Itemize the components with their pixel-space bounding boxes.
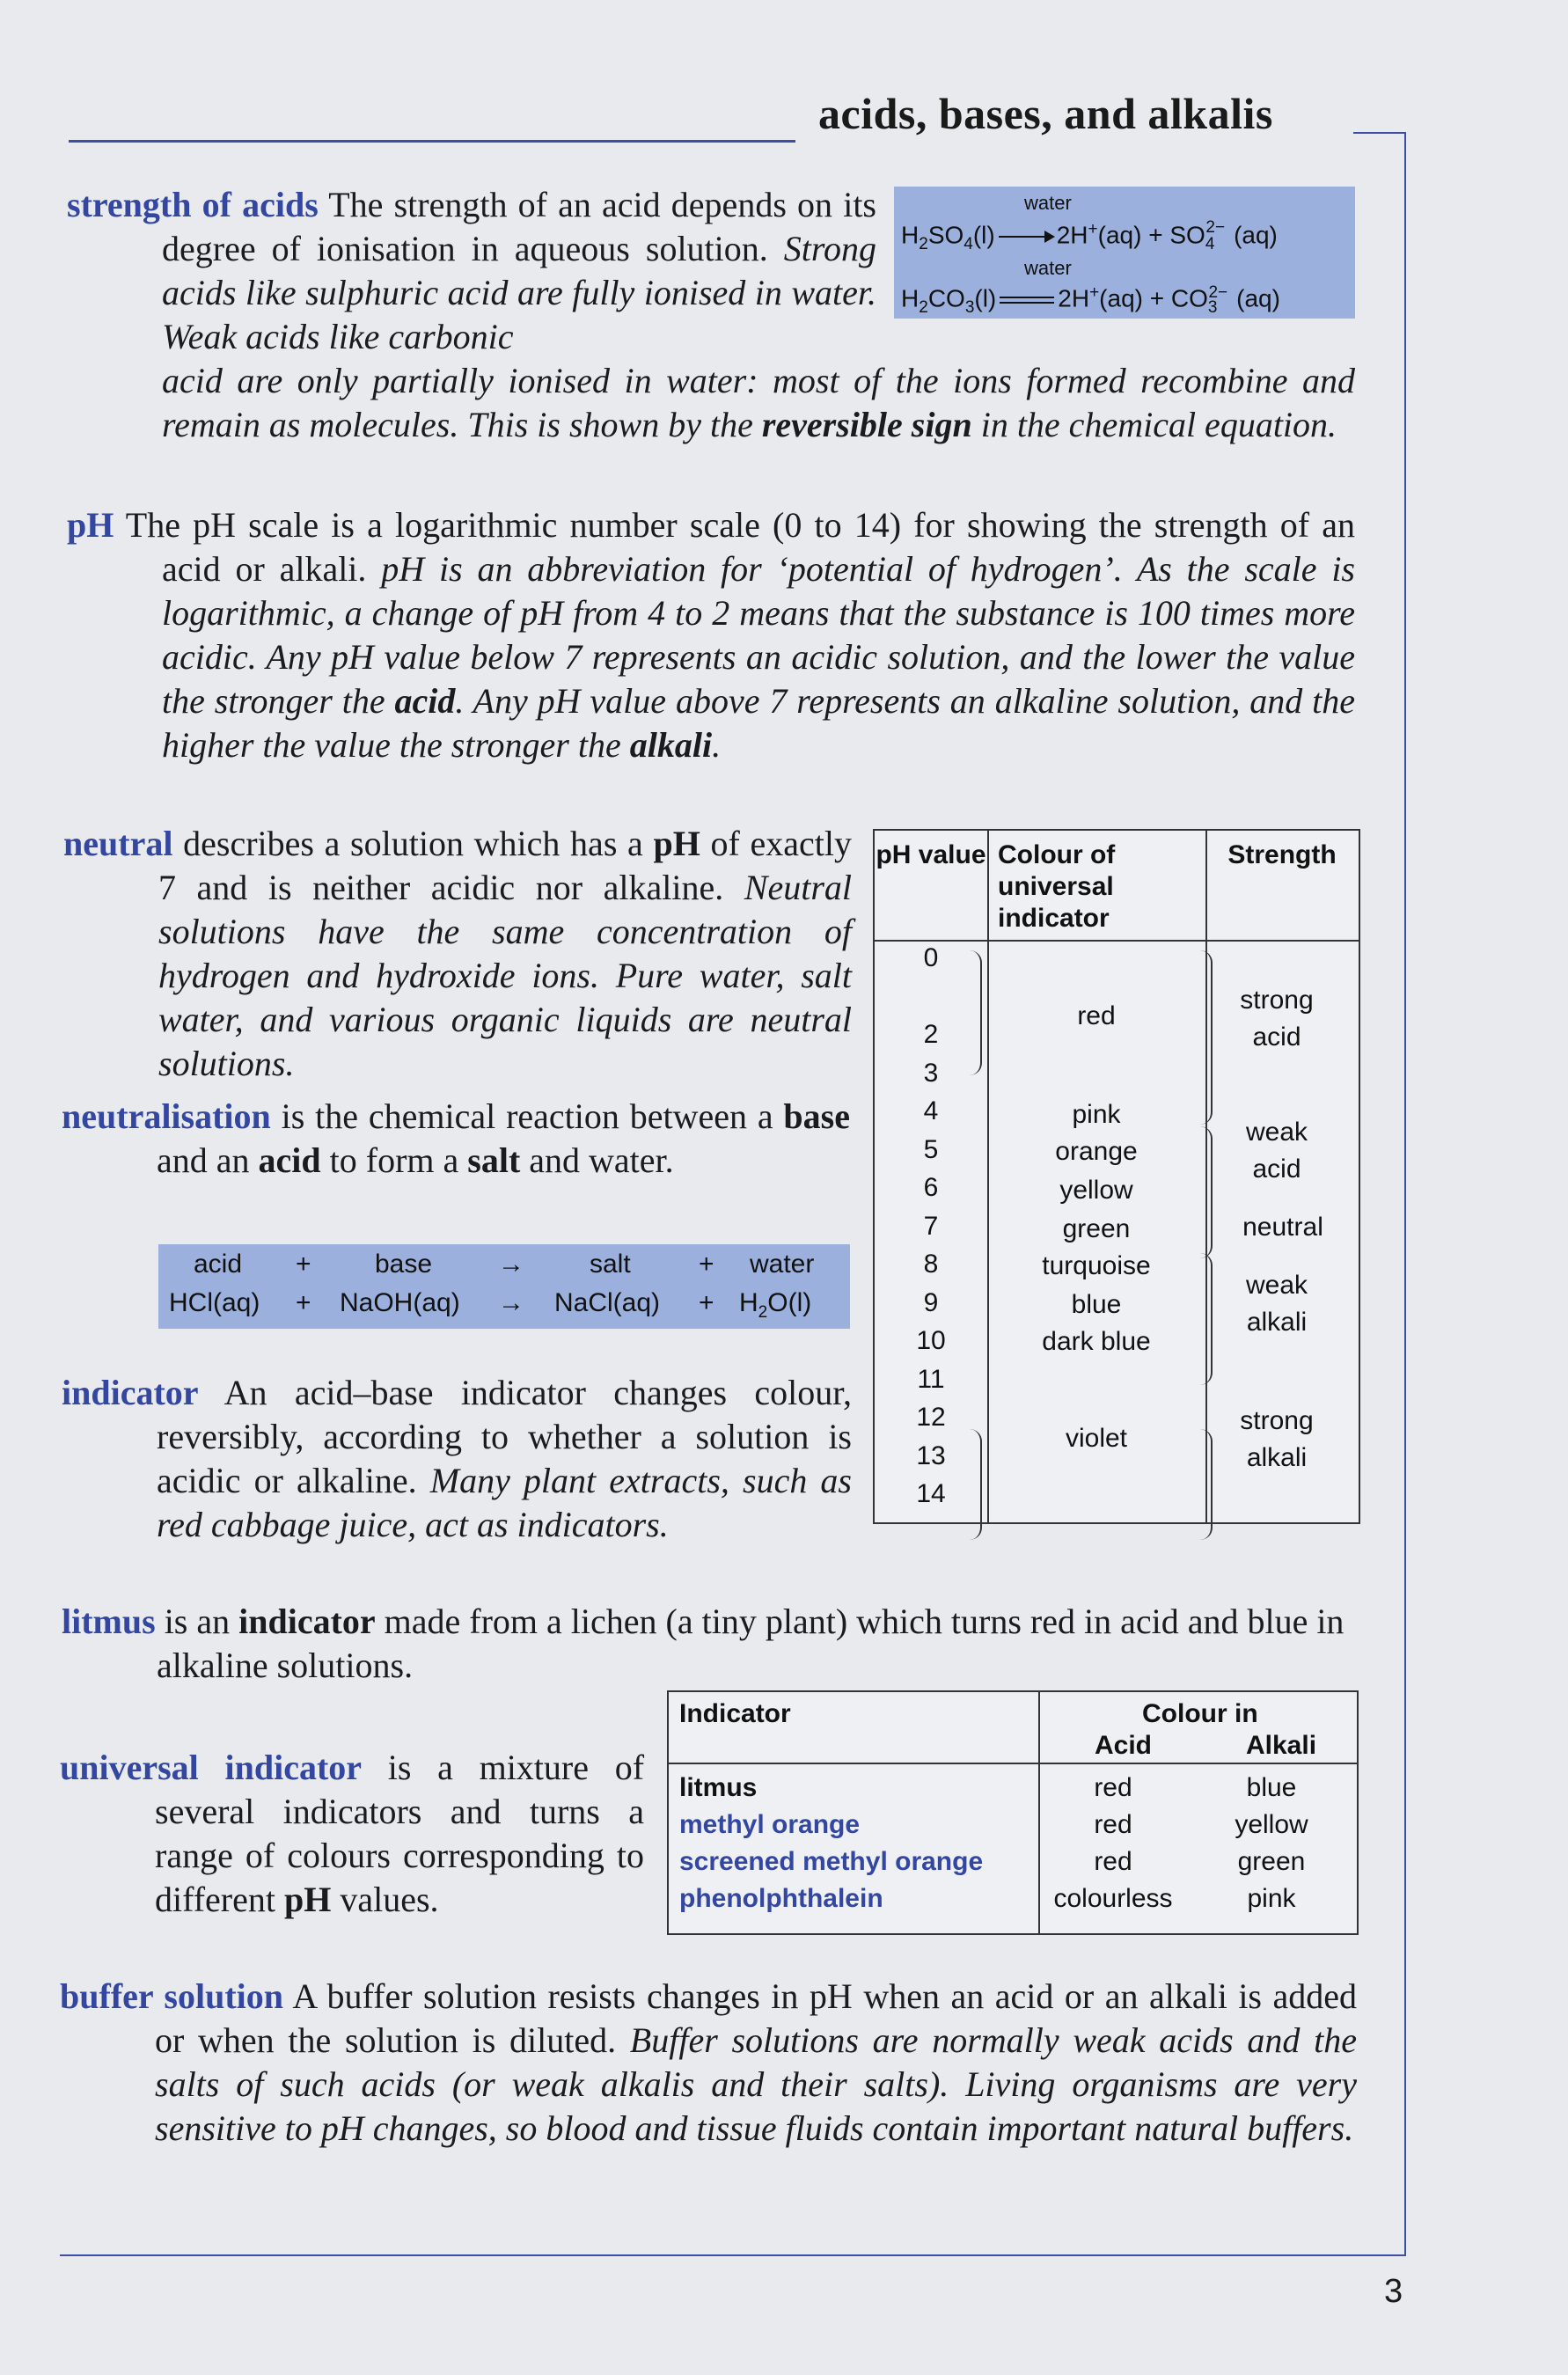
litmus-bold-indicator: indicator xyxy=(238,1602,376,1641)
entry-litmus xyxy=(62,1600,1357,1688)
nb-base: base xyxy=(375,1250,433,1279)
header-colour: Colour of universal indicator xyxy=(998,840,1116,933)
term-buffer-solution: buffer solution xyxy=(60,1976,284,2016)
strength-strong-acid: strong acid xyxy=(1240,986,1314,1052)
neutralisation-equation-box xyxy=(158,1244,850,1329)
ph-value-10: 10 xyxy=(916,1326,946,1355)
ind-header-acid: Acid xyxy=(1095,1731,1153,1760)
header-rule xyxy=(69,140,795,143)
ind-screened-alkali: green xyxy=(1237,1847,1306,1876)
ind-row-phenolphthalein-name: phenolphthalein xyxy=(679,1884,883,1913)
entry-neutralisation xyxy=(62,1095,850,1183)
ind-row-litmus-name: litmus xyxy=(679,1773,758,1802)
neutralisation-bold-base: base xyxy=(783,1096,850,1136)
brace-strong-acid xyxy=(1197,950,1213,1125)
litmus-text-1: is an xyxy=(164,1602,231,1641)
ind-table-header-rule xyxy=(669,1763,1357,1764)
ph-italic-1: pH is an abbreviation for ‘potential of hydrogen’. As the scale is logarithmic, a change of pH from 4 to 2 means that the substance is 100 times more acidic. Any pH value below 7 represents an acidic solution, and the lower the value the stronger the xyxy=(162,549,1356,721)
ind-row-methyl-orange-name: methyl orange xyxy=(679,1810,861,1839)
frame-rule-top xyxy=(1353,132,1406,134)
indicator-italic: Many plant extracts, such as red cabbage juice, act as indicators. xyxy=(157,1461,852,1544)
frame-rule-right xyxy=(1404,132,1406,2254)
entry-indicator xyxy=(62,1371,852,1547)
ph-value-13: 13 xyxy=(916,1440,946,1470)
ph-value-3: 3 xyxy=(923,1058,939,1088)
ph-value-7: 7 xyxy=(923,1211,939,1241)
term-litmus: litmus xyxy=(62,1602,156,1641)
colour-turquoise: turquoise xyxy=(1042,1251,1151,1280)
strength-bold-reversible: reversible sign xyxy=(761,405,972,444)
term-neutralisation: neutralisation xyxy=(62,1096,271,1136)
colour-violet: violet xyxy=(1065,1424,1128,1453)
ph-value-9: 9 xyxy=(923,1287,939,1317)
buffer-italic: Buffer solutions are normally weak acids and the salts of such acids (or weak alkalis and their salts). Living organisms are very sensitive to pH changes, so blood and tissue fluids contain important natural buffers. xyxy=(155,2020,1357,2148)
ionisation-equations-box xyxy=(894,187,1355,319)
ph-value-4: 4 xyxy=(923,1096,939,1125)
entry-buffer-solution xyxy=(60,1975,1357,2151)
nb-nacl: NaCl(aq) xyxy=(554,1288,661,1317)
ph-indicator-table xyxy=(873,829,1360,1524)
entry-ph xyxy=(67,503,1355,767)
universal-text-2: values. xyxy=(340,1880,439,1919)
buffer-text: A buffer solution resists changes in pH when an acid or an alkali is added or when the solution is diluted. xyxy=(155,1976,1358,2060)
neutralisation-text-3: to form a xyxy=(329,1140,459,1180)
indicator-text: An acid–base indicator changes colour, reversibly, according to whether a solution is acidic or alkaline. xyxy=(157,1373,852,1500)
water-label-1: water xyxy=(1024,192,1072,214)
neutral-text-1: describes a solution which has a xyxy=(183,824,643,863)
ph-value-2: 2 xyxy=(923,1020,939,1049)
ph-value-12: 12 xyxy=(916,1403,946,1432)
water-label-2: water xyxy=(1024,257,1072,279)
ind-row-screened-methyl-orange-name: screened methyl orange xyxy=(679,1847,984,1876)
ph-value-0: 0 xyxy=(923,943,939,972)
strength-italic: Strong acids like sulphuric acid are fully ionised in water. Weak acids like carbonic xyxy=(162,229,876,356)
nb-arrow-2: → xyxy=(498,1288,524,1317)
ind-header-alkali: Alkali xyxy=(1246,1731,1317,1760)
neutralisation-bold-salt: salt xyxy=(467,1140,521,1180)
ind-litmus-acid: red xyxy=(1094,1773,1132,1802)
entry-strength-continued xyxy=(162,359,1355,447)
header-strength: Strength xyxy=(1227,840,1337,869)
nb-water: water xyxy=(750,1250,815,1279)
term-universal-indicator: universal indicator xyxy=(60,1748,363,1787)
term-ph: pH xyxy=(67,505,114,545)
colour-pink: pink xyxy=(1072,1100,1121,1129)
universal-bold-ph: pH xyxy=(283,1880,332,1919)
nb-plus-2: + xyxy=(699,1250,714,1279)
neutralisation-text-4: and water. xyxy=(529,1140,674,1180)
neutral-bold-ph: pH xyxy=(653,824,700,863)
ph-italic-3: . xyxy=(712,725,722,765)
ph-value-6: 6 xyxy=(923,1173,939,1202)
term-neutral: neutral xyxy=(63,824,173,863)
colour-red: red xyxy=(1077,1001,1116,1030)
neutralisation-bold-acid: acid xyxy=(258,1140,321,1180)
ph-italic-2: . Any pH value above 7 represents an alkaline solution, and the higher the value the stronger the xyxy=(162,681,1355,765)
nb-plus-4: + xyxy=(699,1288,714,1317)
ph-bold-alkali: alkali xyxy=(629,725,713,765)
entry-neutral xyxy=(63,822,852,1086)
neutral-text-2: of exactly 7 and is neither acidic nor alkaline. xyxy=(158,824,853,907)
nb-salt: salt xyxy=(590,1250,631,1279)
neutral-italic: Neutral solutions have the same concentration of hydrogen and hydroxide ions. Pure water, salt water, and various organic liquids are neutral solutions. xyxy=(158,868,853,1083)
ind-methyl-orange-alkali: yellow xyxy=(1235,1810,1308,1839)
frame-rule-bottom xyxy=(60,2254,1406,2256)
ph-value-14: 14 xyxy=(916,1479,946,1508)
colour-blue: blue xyxy=(1071,1290,1122,1319)
universal-text-1: is a mixture of several indicators and turns a range of colours corresponding to different xyxy=(155,1748,645,1919)
entry-strength-of-acids: strength of acids The strength of an acid depends on its degree of ionisation in aqueous solution. Strong acids like sulphuric acid are fully ionised in water. Weak acids like carbonic xyxy=(67,185,876,356)
nb-plus-1: + xyxy=(296,1250,311,1279)
equation-sulphuric: $H_2SO_4(l) 2H^+(aq) + SO_4^{2-}$ (aq) xyxy=(901,218,1278,253)
ind-phenolphthalein-alkali: pink xyxy=(1247,1884,1296,1913)
equation-carbonic: $H_2CO_3(l) 2H^+(aq) + CO_3^{2-}$ (aq) xyxy=(901,283,1280,317)
ind-methyl-orange-acid: red xyxy=(1094,1810,1132,1839)
nb-arrow-1: → xyxy=(498,1250,524,1279)
litmus-text-2: made from a lichen (a tiny plant) which turns red in acid and blue in alkaline solutions. xyxy=(157,1602,1345,1685)
ph-text: The pH scale is a logarithmic number scale (0 to 14) for showing the strength of an acid or alkali. xyxy=(125,505,1355,589)
neutralisation-text-2: and an xyxy=(157,1140,250,1180)
colour-orange: orange xyxy=(1055,1137,1138,1166)
header-ph-value: pH value xyxy=(876,840,986,869)
indicator-colours-table xyxy=(667,1690,1359,1935)
colour-yellow: yellow xyxy=(1059,1176,1133,1205)
ph-value-11: 11 xyxy=(917,1364,945,1394)
ind-screened-acid: red xyxy=(1094,1847,1132,1876)
ph-table-header-rule xyxy=(875,940,1359,942)
nb-acid: acid xyxy=(194,1250,243,1279)
ind-phenolphthalein-acid: colourless xyxy=(1053,1884,1173,1913)
nb-plus-3: + xyxy=(296,1288,311,1317)
ind-header-indicator: Indicator xyxy=(679,1699,791,1728)
strength-italic-continued: acid are only partially ionised in water: most of the ions formed recombine and remain as molecules. This is shown by the reversible sign in the chemical equation. xyxy=(162,361,1355,444)
entry-universal-indicator xyxy=(60,1746,644,1922)
ph-value-5: 5 xyxy=(923,1134,939,1164)
strength-weak-alkali: weak alkali xyxy=(1245,1271,1308,1337)
term-strength-of-acids: strength of acids xyxy=(67,185,319,224)
nb-naoh: NaOH(aq) xyxy=(340,1288,460,1317)
strength-strong-alkali: strong alkali xyxy=(1240,1406,1314,1472)
colour-dark-blue: dark blue xyxy=(1042,1327,1151,1356)
brace-violet xyxy=(966,1429,982,1540)
brace-red xyxy=(966,950,982,1075)
ind-litmus-alkali: blue xyxy=(1246,1773,1297,1802)
ph-bold-acid: acid xyxy=(394,681,456,721)
page-number: 3 xyxy=(1384,2273,1403,2310)
ph-value-8: 8 xyxy=(923,1250,939,1279)
strength-weak-acid: weak acid xyxy=(1245,1118,1308,1184)
ind-header-colour-in: Colour in xyxy=(1142,1699,1258,1728)
neutralisation-text-1: is the chemical reaction between a xyxy=(281,1096,773,1136)
strength-neutral: neutral xyxy=(1242,1213,1323,1242)
nb-water-formula: $H_2O(l)$ xyxy=(739,1288,812,1322)
term-indicator: indicator xyxy=(62,1373,199,1412)
colour-green: green xyxy=(1062,1214,1131,1243)
nb-hcl: HCl(aq) xyxy=(169,1288,260,1317)
page-title: acids, bases, and alkalis xyxy=(818,89,1273,138)
